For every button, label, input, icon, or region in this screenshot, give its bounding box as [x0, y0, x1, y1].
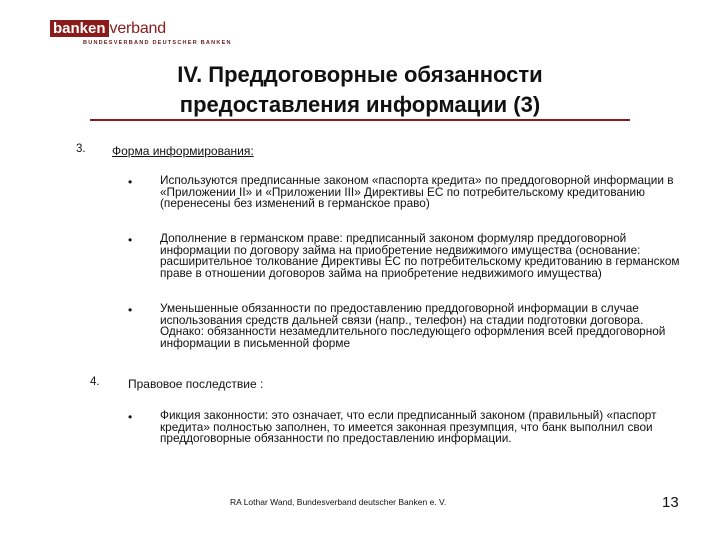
bullet-text: Фикция законности: это означает, что если предписанный законом (правильный) «паспорт кредита» полностью заполнен, то имеется законная презумпция, что банк выполнил свои преддоговорные обязанности по предоставлению информации.: [160, 408, 657, 446]
title-divider: [90, 119, 630, 121]
section-heading-form: Форма информирования:: [112, 144, 254, 158]
bullet-text: Уменьшенные обязанности по предоставлению преддоговорной информации в случае использования средств дальней связи (напр., телефон) на стадии подготовки договора. Однако: обязанности незамедлительного последующего оформления всей преддоговорной информации в письменной форме: [160, 301, 666, 350]
logo-subtitle: BUNDESVERBAND DEUTSCHER BANKEN: [83, 40, 232, 46]
bullet-marker: •: [128, 233, 133, 247]
title-line-1: IV. Преддоговорные обязанности: [177, 62, 543, 87]
bullet-text: Используются предписанные законом «паспорта кредита» по преддоговорной информации в «Приложении II» и «Приложении III» Директивы ЕС по потребительскому кредитованию (перенесены без изменений в германское право): [160, 173, 674, 211]
section-number-3: 3.: [76, 143, 86, 155]
slide-title: [100, 60, 620, 120]
bullet-marker: •: [128, 303, 133, 317]
title-line-2: предоставления информации (3): [179, 92, 541, 117]
logo-rest-text: verband: [109, 20, 166, 37]
footer-author: RA Lothar Wand, Bundesverband deutscher Banken e. V.: [230, 497, 447, 507]
bullet-text: Дополнение в германском праве: предписанный законом формуляр преддоговорной информации по договору займа на приобретение недвижимого имущества (основание: расширительное толкование Директивы ЕС по потребительскому кредитованию в германском праве в отношении договоров займа на приобретение недвижимого имущества): [160, 231, 680, 280]
bankenverband-logo: [50, 20, 240, 48]
section-number-4: 4.: [90, 376, 100, 388]
page-number: 13: [662, 494, 679, 511]
logo-wordmark: [50, 20, 166, 37]
bullet-marker: •: [128, 175, 133, 189]
bullet-marker: •: [128, 410, 133, 424]
section-heading-legal: Правовое последствие :: [128, 377, 264, 391]
logo-box-text: banken: [50, 20, 109, 37]
